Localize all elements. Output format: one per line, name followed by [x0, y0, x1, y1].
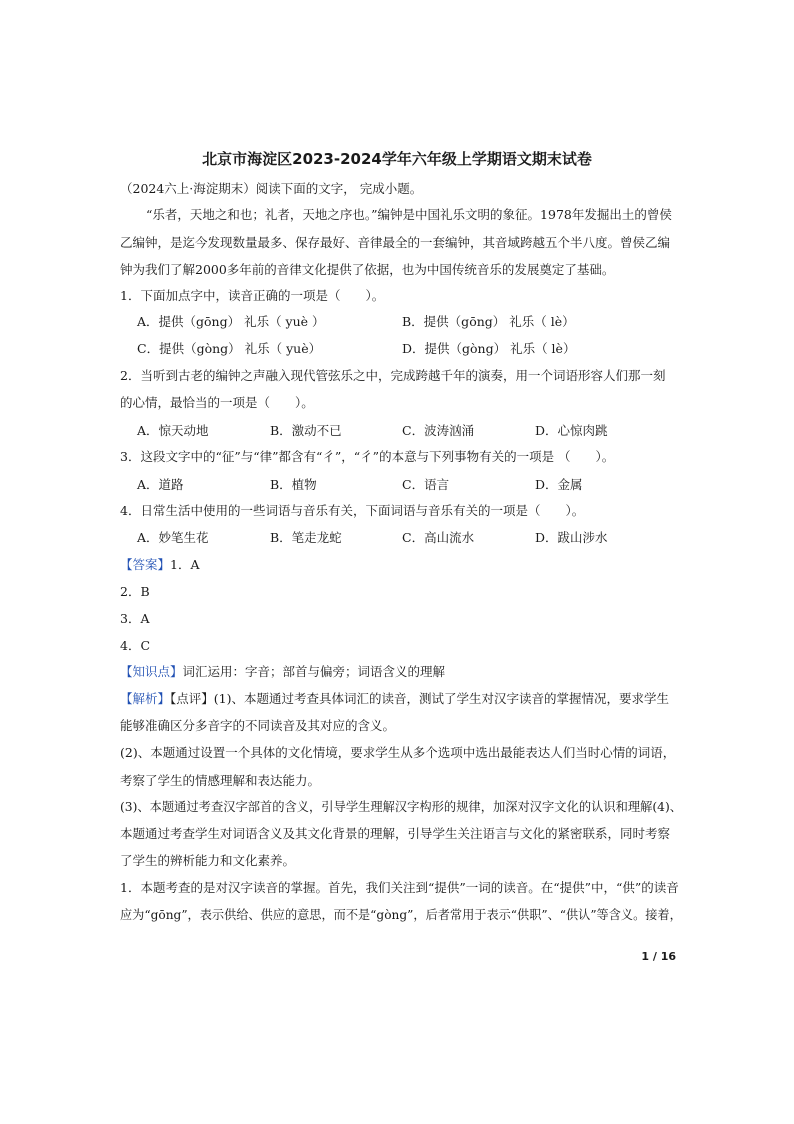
analysis-line-4: 考察了学生的情感理解和表达能力。	[120, 773, 321, 788]
question-1-option-d: D．提供（gòng） 礼乐（ lè）	[402, 341, 576, 356]
analysis-line-6: 本题通过考查学生对词语含义及其文化背景的理解，引导学生关注语言与文化的紧密联系，同时考察	[120, 826, 671, 841]
analysis-line-3: (2)、本题通过设置一个具体的文化情境，要求学生从多个选项中选出最能表达人们当时心情的词语，	[120, 745, 676, 760]
analysis-line-5: (3)、本题通过考查汉字部首的含义，引导学生理解汉字构形的规律，加深对汉字文化的认识和理解(4)、	[120, 799, 683, 814]
analysis-tag: 【解析】	[120, 691, 171, 706]
question-4-stem: 4．日常生活中使用的一些词语与音乐有关，下面词语与音乐有关的一项是（ ）。	[120, 503, 585, 518]
question-3-option-d: D．金属	[535, 477, 583, 492]
answer-4: 4．C	[120, 638, 151, 653]
answer-2: 2．B	[120, 584, 150, 599]
page-title: 北京市海淀区2023-2024学年六年级上学期语文期末试卷	[202, 150, 592, 168]
question-3-stem: 3．这段文字中的“征”与“律”都含有“彳”，“彳”的本意与下列事物有关的一项是 （ ）。	[120, 449, 615, 464]
knowledge-tag: 【知识点】	[120, 664, 183, 679]
passage-line-2: 乙编钟，是迄今发现数量最多、保存最好、音律最全的一套编钟，其音域跨越五个半八度。曾侯乙编	[120, 235, 671, 250]
question-2-stem-line-1: 2．当听到古老的编钟之声融入现代管弦乐之中，完成跨越千年的演奏，用一个词语形容人们那一刻	[120, 368, 666, 383]
question-4-option-d: D．跋山涉水	[535, 530, 608, 545]
question-4-option-a: A．妙笔生花	[137, 530, 209, 545]
question-1-option-c: C．提供（gòng） 礼乐（ yuè）	[137, 341, 322, 356]
question-4-option-b: B．笔走龙蛇	[270, 530, 342, 545]
knowledge-line	[120, 664, 445, 680]
question-2-stem-line-2: 的心情，最恰当的一项是（ ）。	[120, 395, 314, 410]
question-1-stem: 1．下面加点字中，读音正确的一项是（ ）。	[120, 288, 385, 303]
question-2-option-d: D．心惊肉跳	[535, 423, 608, 438]
answer-tag: 【答案】	[120, 557, 171, 572]
intro-line: （2024六上·海淀期末）阅读下面的文字， 完成小题。	[120, 181, 423, 196]
question-2-option-a: A．惊天动地	[137, 423, 209, 438]
analysis-line-2: 能够准确区分多音字的不同读音及其对应的含义。	[120, 718, 396, 733]
passage-line-3: 钟为我们了解2000多年前的音律文化提供了依据，也为中国传统音乐的发展奠定了基础。	[120, 262, 615, 277]
question-1-option-b: B．提供（gōng） 礼乐（ lè）	[402, 314, 575, 329]
analysis-line-7: 了学生的辨析能力和文化素养。	[120, 853, 296, 868]
analysis-line-1	[120, 691, 669, 707]
answer-line-1	[120, 557, 200, 573]
knowledge-text: 词汇运用：字音；部首与偏旁；词语含义的理解	[182, 664, 446, 679]
passage-line-1: “乐者，天地之和也；礼者，天地之序也。”编钟是中国礼乐文明的象征。1978年发掘出土的曾侯	[146, 207, 672, 222]
question-4-option-c: C．高山流水	[402, 530, 475, 545]
page-number: 1 / 16	[641, 950, 676, 963]
answer-3: 3．A	[120, 611, 150, 626]
question-2-option-c: C．波涛汹涌	[402, 423, 475, 438]
analysis-line-8: 1．本题考查的是对汉字读音的掌握。首先，我们关注到“提供”一词的读音。在“提供”中，“供”的读音	[120, 880, 679, 895]
question-3-option-a: A．道路	[137, 477, 184, 492]
question-2-option-b: B．激动不已	[270, 423, 342, 438]
question-1-option-a: A．提供（gōng） 礼乐（ yuè ）	[137, 314, 325, 329]
question-3-option-c: C．语言	[402, 477, 450, 492]
analysis-text-1: 【点评】(1)、本题通过考查具体词汇的读音，测试了学生对汉字读音的掌握情况，要求学生	[170, 691, 669, 706]
answer-1: 1．A	[170, 557, 200, 572]
analysis-line-9: 应为“gōng”，表示供给、供应的意思，而不是“gòng”，后者常用于表示“供职”、“供认”等含义。接着，	[120, 907, 682, 922]
question-3-option-b: B．植物	[270, 477, 317, 492]
